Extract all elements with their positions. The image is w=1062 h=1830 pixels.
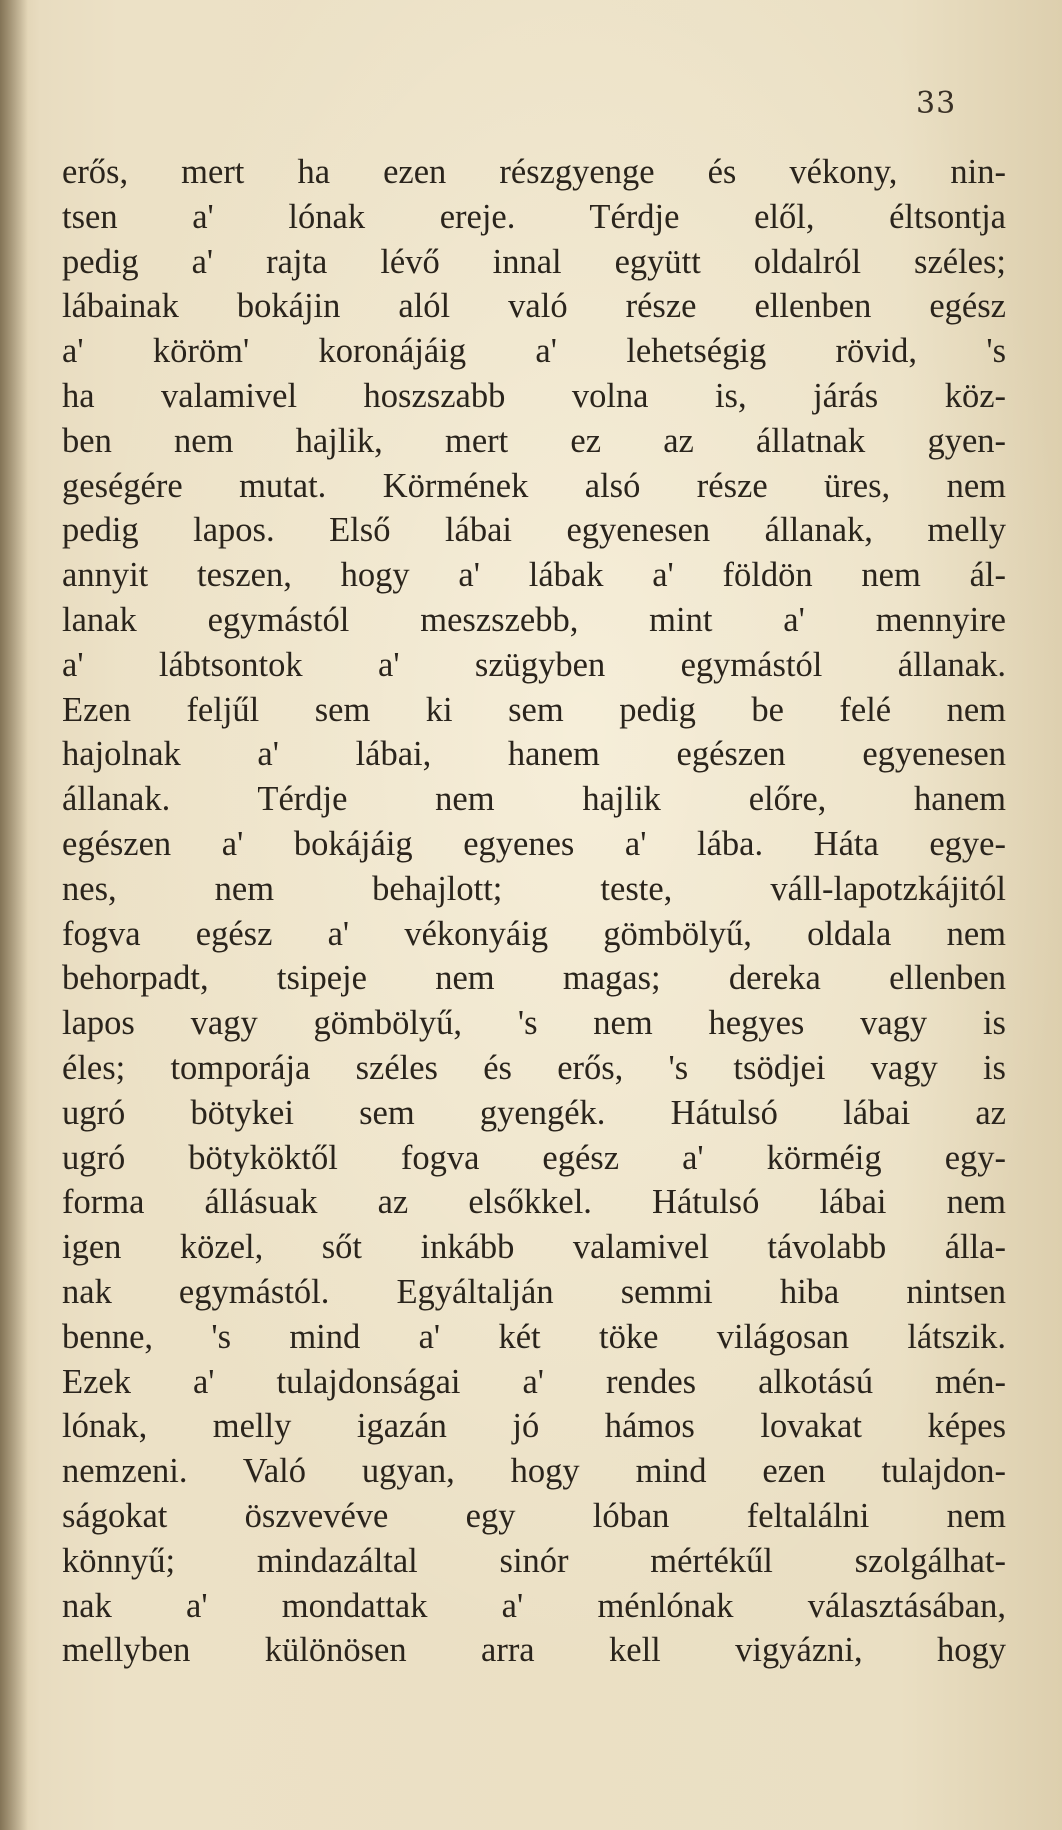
- text-line: ugró bötyköktől fogva egész a' körméig egy-: [62, 1138, 1006, 1177]
- text-line: fogva egész a' vékonyáig gömbölyű, oldala nem: [62, 914, 1006, 953]
- text-line: lapos vagy gömbölyű, 's nem hegyes vagy is: [62, 1004, 1006, 1043]
- text-line: pedig a' rajta lévő innal együtt oldalról széles;: [62, 242, 1006, 281]
- text-line: mellyben különösen arra kell vigyázni, hogy: [62, 1631, 1006, 1670]
- text-line: ben nem hajlik, mert ez az állatnak gyen-: [62, 421, 1006, 460]
- text-line: ugró bötykei sem gyengék. Hátulsó lábai az: [62, 1093, 1006, 1132]
- text-line: annyit teszen, hogy a' lábak a' földön nem ál-: [62, 556, 1006, 595]
- text-line: éles; tomporája széles és erős, 's tsödjei vagy is: [62, 1048, 1006, 1087]
- text-line: tsen a' lónak ereje. Térdje elől, éltsontja: [62, 197, 1006, 236]
- body-text: [62, 150, 1006, 1673]
- text-line: forma állásuak az elsőkkel. Hátulsó lábai nem: [62, 1183, 1006, 1222]
- page-number: 33: [916, 86, 957, 121]
- text-line: könnyű; mindazáltal sinór mértékűl szolgálhat-: [62, 1541, 1006, 1580]
- text-line: lábainak bokájin alól való része ellenben egész: [62, 287, 1006, 326]
- text-line: behorpadt, tsipeje nem magas; dereka ellenben: [62, 959, 1006, 998]
- text-line: nemzeni. Való ugyan, hogy mind ezen tulajdon-: [62, 1452, 1006, 1491]
- text-line: a' lábtsontok a' szügyben egymástól állanak.: [62, 645, 1006, 684]
- text-line: ságokat öszvevéve egy lóban feltalálni nem: [62, 1496, 1006, 1535]
- text-line: geségére mutat. Körmének alsó része üres, nem: [62, 466, 1006, 505]
- binding-shadow: [0, 0, 28, 1830]
- text-line: nak egymástól. Egyáltalján semmi hiba nintsen: [62, 1272, 1006, 1311]
- text-line: a' köröm' koronájáig a' lehetségig rövid, 's: [62, 332, 1006, 371]
- text-line: pedig lapos. Első lábai egyenesen állanak, melly: [62, 511, 1006, 550]
- text-line: állanak. Térdje nem hajlik előre, hanem: [62, 780, 1006, 819]
- text-line: ha valamivel hoszszabb volna is, járás köz-: [62, 376, 1006, 415]
- text-line: hajolnak a' lábai, hanem egészen egyenesen: [62, 735, 1006, 774]
- text-line: benne, 's mind a' két töke világosan látszik.: [62, 1317, 1006, 1356]
- text-line: lónak, melly igazán jó hámos lovakat képes: [62, 1407, 1006, 1446]
- text-line: Ezek a' tulajdonságai a' rendes alkotású mén-: [62, 1362, 1006, 1401]
- text-line: Ezen feljűl sem ki sem pedig be felé nem: [62, 690, 1006, 729]
- text-line: lanak egymástól meszszebb, mint a' mennyire: [62, 600, 1006, 639]
- text-line: nes, nem behajlott; teste, váll-lapotzkájitól: [62, 869, 1006, 908]
- text-line: egészen a' bokájáig egyenes a' lába. Háta egye-: [62, 824, 1006, 863]
- text-line: erős, mert ha ezen részgyenge és vékony, nin-: [62, 153, 1006, 191]
- text-line: nak a' mondattak a' ménlónak választásában,: [62, 1586, 1006, 1625]
- text-line: igen közel, sőt inkább valamivel távolabb álla-: [62, 1228, 1006, 1267]
